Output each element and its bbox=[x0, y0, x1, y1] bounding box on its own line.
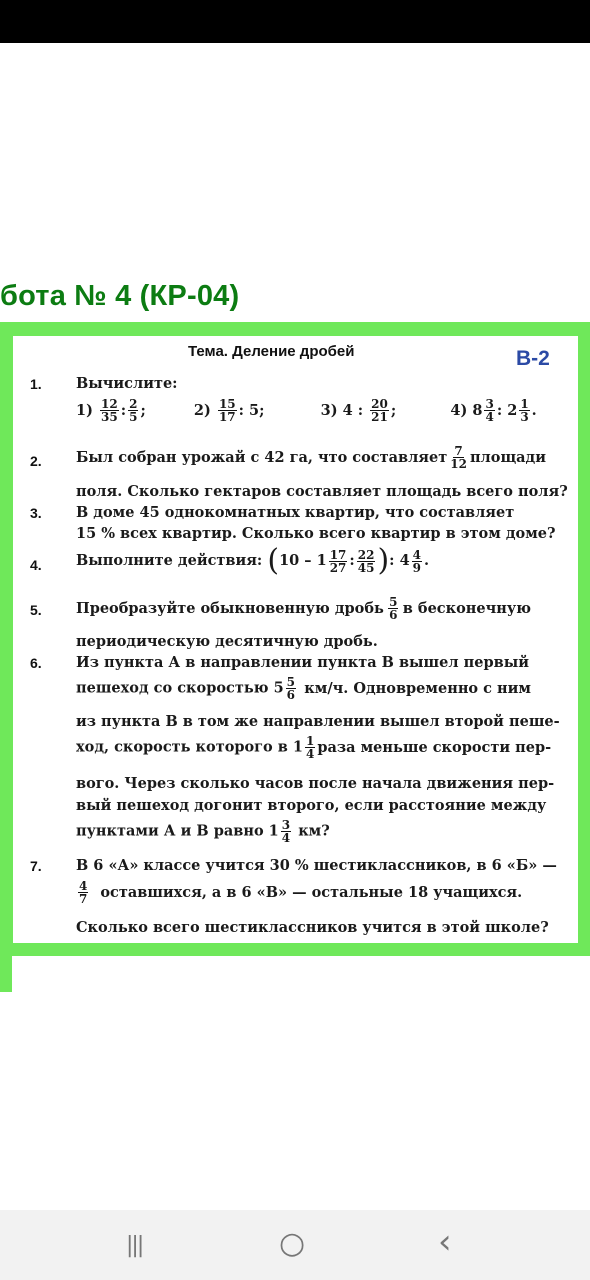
task-number-6: 6. bbox=[30, 655, 42, 671]
fraction: $\frac{5}{6}$ bbox=[286, 675, 296, 702]
task4-expression: Выполните действия: (10 – 1 $\frac{17}{27}$ : $\frac{22}{45}$ ): 4 $\frac{4}{9}$ . bbox=[76, 543, 430, 578]
page-heading: бота № 4 (КР-04) bbox=[0, 280, 240, 312]
fraction: $\frac{15}{17}$ bbox=[218, 397, 236, 424]
green-frame-edge bbox=[0, 940, 12, 992]
task7-line-1: В 6 «А» классе учится 30 % шестиклассников, в 6 «Б» — bbox=[76, 857, 557, 874]
task-number-5: 5. bbox=[30, 602, 42, 618]
fraction: $\frac{7}{12}$ bbox=[450, 444, 467, 471]
task7-line-2: $\frac{4}{7}$ оставшихся, а в 6 «В» — остальные 18 учащихся. bbox=[79, 879, 523, 906]
fraction: $\frac{17}{27}$ bbox=[329, 547, 347, 575]
task3-line-2: 15 % всех квартир. Сколько всего квартир в этом доме? bbox=[76, 525, 556, 542]
expr-2: 2) $\frac{15}{17}$ : 5; bbox=[193, 397, 265, 424]
home-icon[interactable]: ○ bbox=[279, 1226, 306, 1261]
task-number-3: 3. bbox=[30, 505, 42, 521]
fraction: $\frac{4}{7}$ bbox=[79, 879, 88, 906]
fraction: $\frac{3}{4}$ bbox=[281, 818, 291, 845]
back-icon[interactable]: ‹ bbox=[438, 1222, 452, 1262]
task7-line-3: Сколько всего шестиклассников учится в этой школе? bbox=[76, 919, 549, 936]
task-number-2: 2. bbox=[30, 453, 42, 469]
task6-line-3: из пункта В в том же направлении вышел второй пеше- bbox=[76, 713, 560, 730]
topic-title: Тема. Деление дробей bbox=[188, 343, 355, 360]
task1-label: Вычислите: bbox=[76, 375, 178, 392]
fraction: $\frac{1}{4}$ bbox=[306, 734, 315, 761]
task5-line-1: Преобразуйте обыкновенную дробь $\frac{5}{6}$ в бесконечную bbox=[76, 595, 531, 622]
expr-1-index: 1) bbox=[76, 401, 93, 419]
task6-line-7: пунктами А и В равно 1 $\frac{3}{4}$ км? bbox=[76, 818, 330, 845]
task-number-4: 4. bbox=[30, 557, 42, 573]
status-bar bbox=[0, 0, 590, 43]
task6-line-1: Из пункта А в направлении пункта В вышел первый bbox=[76, 654, 529, 671]
fraction: $\frac{2}{5}$ bbox=[129, 397, 138, 424]
fraction: $\frac{3}{4}$ bbox=[485, 397, 494, 424]
task6-line-6: вый пешеход догонит второго, если расстояние между bbox=[76, 797, 547, 814]
task6-line-5: вого. Через сколько часов после начала движения пер- bbox=[76, 775, 555, 792]
task2-line-1: Был собран урожай с 42 га, что составляет $\frac{7}{12}$ площади bbox=[76, 444, 546, 471]
expr-1: 1) $\frac{12}{35}$ : $\frac{2}{5}$ ; bbox=[76, 397, 146, 424]
task1-expressions bbox=[76, 398, 537, 423]
fraction: $\frac{20}{21}$ bbox=[371, 397, 388, 424]
expr-4: 4) 8 $\frac{3}{4}$ : 2 $\frac{1}{3}$ . bbox=[450, 397, 537, 424]
expr-3: 3) 4 : $\frac{20}{21}$ ; bbox=[320, 397, 397, 424]
task6-line-4: ход, скорость которого в 1 $\frac{1}{4}$ раза меньше скорости пер- bbox=[76, 734, 552, 761]
fraction: $\frac{5}{6}$ bbox=[389, 595, 398, 622]
task6-line-2: пешеход со скоростью 5 $\frac{5}{6}$ км/ч. Одновременно с ним bbox=[76, 675, 531, 702]
task5-line-2: периодическую десятичную дробь. bbox=[76, 633, 378, 650]
task-number-1: 1. bbox=[30, 376, 42, 392]
task-number-7: 7. bbox=[30, 858, 42, 874]
fraction: $\frac{22}{45}$ bbox=[357, 547, 375, 575]
variant-label: В-2 bbox=[516, 347, 550, 370]
recents-icon[interactable]: ||| bbox=[126, 1233, 143, 1258]
task3-line-1: В доме 45 однокомнатных квартир, что составляет bbox=[76, 504, 515, 521]
fraction: $\frac{4}{9}$ bbox=[412, 547, 422, 575]
task2-line-2: поля. Сколько гектаров составляет площадь всего поля? bbox=[76, 483, 568, 500]
fraction: $\frac{12}{35}$ bbox=[101, 397, 118, 424]
fraction: $\frac{1}{3}$ bbox=[520, 397, 529, 424]
